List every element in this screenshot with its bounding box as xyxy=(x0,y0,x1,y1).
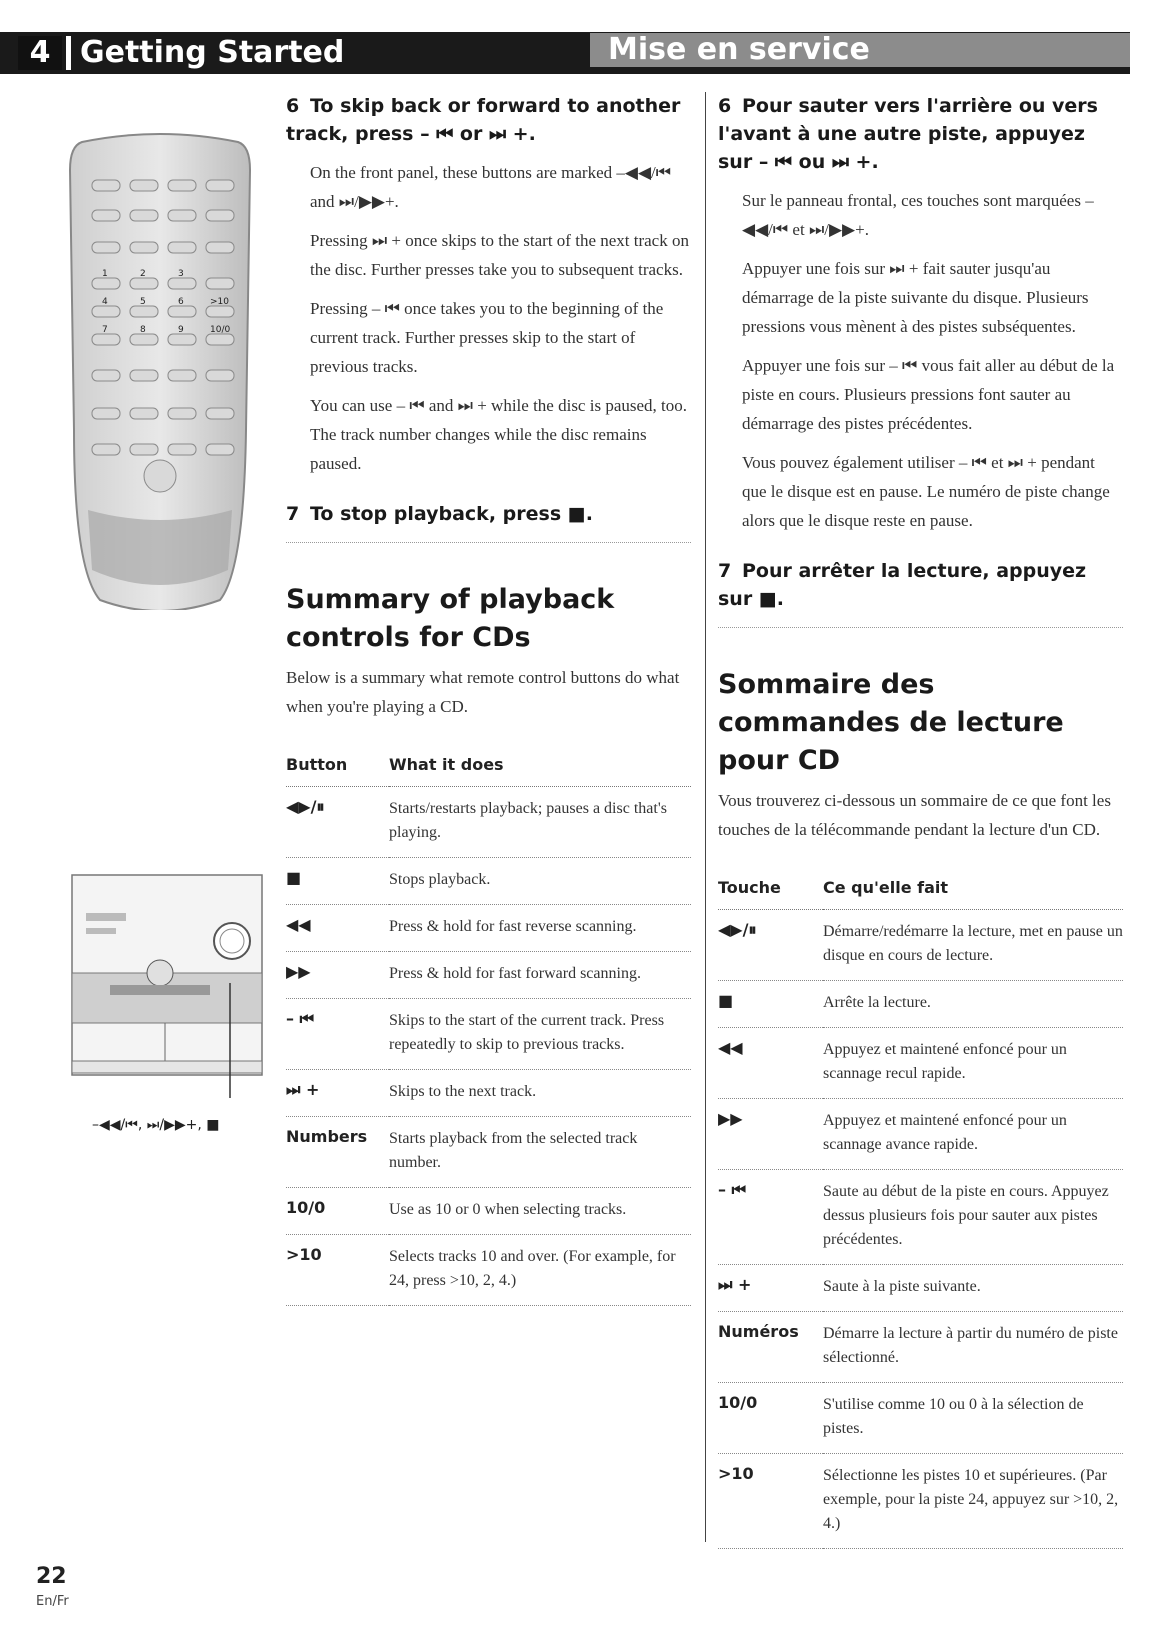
front-panel-illustration xyxy=(70,873,265,1118)
summary-title-fr: Sommaire des commandes de lecture pour CD xyxy=(718,669,1064,776)
step-6-paragraph-en: You can use – ⏮ and ⏭ + while the disc is paused, too. The track number changes while the disc remains paused. xyxy=(310,396,687,473)
step-6-paragraph-fr: Appuyer une fois sur ⏭ + fait sauter jusqu'au démarrage de la piste suivante du disque. Plusieurs pressions vous mènent à des pistes subséquentes. xyxy=(742,259,1089,336)
header-divider xyxy=(66,36,71,70)
summary-intro-en: Below is a summary what remote control buttons do what when you're playing a CD. xyxy=(286,668,680,716)
table-header-what: What it does xyxy=(389,749,691,787)
table-desc: Press & hold for fast reverse scanning. xyxy=(389,905,691,952)
table-key: >10 xyxy=(286,1235,389,1306)
table-desc: Saute au début de la piste en cours. Appuyez dessus plusieurs fois pour sauter aux pistes précédentes. xyxy=(823,1170,1123,1265)
step-6-paragraph-en: On the front panel, these buttons are marked –◀◀/⏮ and ⏭/▶▶+. xyxy=(310,163,672,211)
table-desc: Arrête la lecture. xyxy=(823,981,1123,1028)
controls-table-fr xyxy=(718,872,1123,1549)
table-row xyxy=(718,1454,1123,1549)
table-row xyxy=(286,1188,691,1235)
table-key: ◀◀ xyxy=(718,1028,823,1099)
summary-intro-fr: Vous trouverez ci-dessous un sommaire de ce que font les touches de la télécommande pendant la lecture d'un CD. xyxy=(718,791,1111,839)
controls-table-en xyxy=(286,749,691,1306)
step-7-title-en: 7 To stop playback, press ■. xyxy=(286,500,691,543)
table-header-button: Button xyxy=(286,749,389,787)
table-key: ■ xyxy=(718,981,823,1028)
table-desc: Use as 10 or 0 when selecting tracks. xyxy=(389,1188,691,1235)
table-desc: Appuyez et maintené enfoncé pour un scannage recul rapide. xyxy=(823,1028,1123,1099)
table-desc: Starts/restarts playback; pauses a disc that's playing. xyxy=(389,787,691,858)
table-row xyxy=(718,1312,1123,1383)
remote-key-10-0: 10/0 xyxy=(210,325,231,335)
table-header-touche: Touche xyxy=(718,872,823,910)
table-desc: Starts playback from the selected track number. xyxy=(389,1117,691,1188)
front-panel-caption: –◀◀/⏮, ⏭/▶▶+, ■ xyxy=(92,1117,220,1133)
table-key: >10 xyxy=(718,1454,823,1549)
table-desc: Stops playback. xyxy=(389,858,691,905)
table-row xyxy=(286,952,691,999)
table-row xyxy=(718,1028,1123,1099)
table-desc: Démarre la lecture à partir du numéro de piste sélectionné. xyxy=(823,1312,1123,1383)
table-row xyxy=(718,910,1123,981)
table-desc: S'utilise comme 10 ou 0 à la sélection de pistes. xyxy=(823,1383,1123,1454)
step-6-title-fr: 6 Pour sauter vers l'arrière ou vers l'avant à une autre piste, appuyez sur – ⏮ ou ⏭ +. xyxy=(718,95,1098,173)
step-7-title-fr: 7 Pour arrêter la lecture, appuyez sur ■. xyxy=(718,557,1123,628)
table-key: ⏭ + xyxy=(718,1265,823,1312)
table-row xyxy=(718,981,1123,1028)
page-number: 22 xyxy=(36,1564,67,1589)
step-6-paragraph-fr: Sur le panneau frontal, ces touches sont marquées –◀◀/⏮ et ⏭/▶▶+. xyxy=(742,191,1094,239)
table-desc: Selects tracks 10 and over. (For example, for 24, press >10, 2, 4.) xyxy=(389,1235,691,1306)
table-key: 10/0 xyxy=(718,1383,823,1454)
table-desc: Sélectionne les pistes 10 et supérieures. (Par exemple, pour la piste 24, appuyez sur >10, 2, 4.) xyxy=(823,1454,1123,1549)
step-6-paragraph-en: Pressing ⏭ + once skips to the start of the next track on the disc. Further presses take you to subsequent tracks. xyxy=(310,231,689,279)
remote-key-6: 6 xyxy=(178,297,184,307)
table-row xyxy=(286,999,691,1070)
remote-key-5: 5 xyxy=(140,297,146,307)
remote-key-2: 2 xyxy=(140,269,146,279)
column-divider xyxy=(705,92,706,1542)
english-column xyxy=(286,92,691,1306)
table-key: ◀▶/⏸ xyxy=(286,787,389,858)
table-header-row xyxy=(718,872,1123,910)
french-column xyxy=(718,92,1123,1549)
table-desc: Démarre/redémarre la lecture, met en pause un disque en cours de lecture. xyxy=(823,910,1123,981)
table-row xyxy=(286,787,691,858)
table-key: Numéros xyxy=(718,1312,823,1383)
step-6-title-en: 6 To skip back or forward to another track, press – ⏮ or ⏭ +. xyxy=(286,95,681,145)
table-row xyxy=(286,1235,691,1306)
table-key: – ⏮ xyxy=(286,999,389,1070)
remote-key-4: 4 xyxy=(102,297,108,307)
table-key: – ⏮ xyxy=(718,1170,823,1265)
chapter-title-fr: Mise en service xyxy=(608,32,870,67)
step-6-paragraph-fr: Appuyer une fois sur – ⏮ vous fait aller au début de la piste en cours. Plusieurs pressions font sauter au démarrage des pistes précédentes. xyxy=(742,356,1115,433)
table-key: Numbers xyxy=(286,1117,389,1188)
table-desc: Skips to the start of the current track. Press repeatedly to skip to previous tracks. xyxy=(389,999,691,1070)
chapter-title-fr-box xyxy=(590,33,1130,67)
chapter-number: 4 xyxy=(18,36,62,70)
summary-title-en: Summary of playback controls for CDs xyxy=(286,584,615,653)
table-header-row xyxy=(286,749,691,787)
step-6-paragraph-fr: Vous pouvez également utiliser – ⏮ et ⏭ + pendant que le disque est en pause. Le numéro de piste change alors que le disque reste en pause. xyxy=(742,453,1110,530)
table-row xyxy=(286,1117,691,1188)
remote-key-9: 9 xyxy=(178,325,184,335)
remote-key-1: 1 xyxy=(102,269,108,279)
table-key: 10/0 xyxy=(286,1188,389,1235)
remote-key-7: 7 xyxy=(102,325,108,335)
table-header-ce-quelle-fait: Ce qu'elle fait xyxy=(823,872,1123,910)
table-key: ◀◀ xyxy=(286,905,389,952)
table-row xyxy=(286,858,691,905)
table-key: ⏭ + xyxy=(286,1070,389,1117)
table-desc: Press & hold for fast forward scanning. xyxy=(389,952,691,999)
chapter-title-en: Getting Started xyxy=(80,35,345,70)
table-desc: Appuyez et maintené enfoncé pour un scannage avance rapide. xyxy=(823,1099,1123,1170)
table-row xyxy=(718,1383,1123,1454)
table-key: ◀▶/⏸ xyxy=(718,910,823,981)
table-key: ▶▶ xyxy=(718,1099,823,1170)
table-row xyxy=(718,1170,1123,1265)
step-6-paragraph-en: Pressing – ⏮ once takes you to the beginning of the current track. Further presses skip to the start of previous tracks. xyxy=(310,299,664,376)
table-row xyxy=(718,1265,1123,1312)
table-row xyxy=(286,905,691,952)
table-desc: Saute à la piste suivante. xyxy=(823,1265,1123,1312)
page-language: En/Fr xyxy=(36,1594,69,1609)
remote-control-illustration xyxy=(60,130,260,610)
table-key: ■ xyxy=(286,858,389,905)
table-row xyxy=(718,1099,1123,1170)
remote-key-3: 3 xyxy=(178,269,184,279)
remote-key-8: 8 xyxy=(140,325,146,335)
remote-key-gt10: >10 xyxy=(210,297,229,307)
table-key: ▶▶ xyxy=(286,952,389,999)
table-row xyxy=(286,1070,691,1117)
table-desc: Skips to the next track. xyxy=(389,1070,691,1117)
